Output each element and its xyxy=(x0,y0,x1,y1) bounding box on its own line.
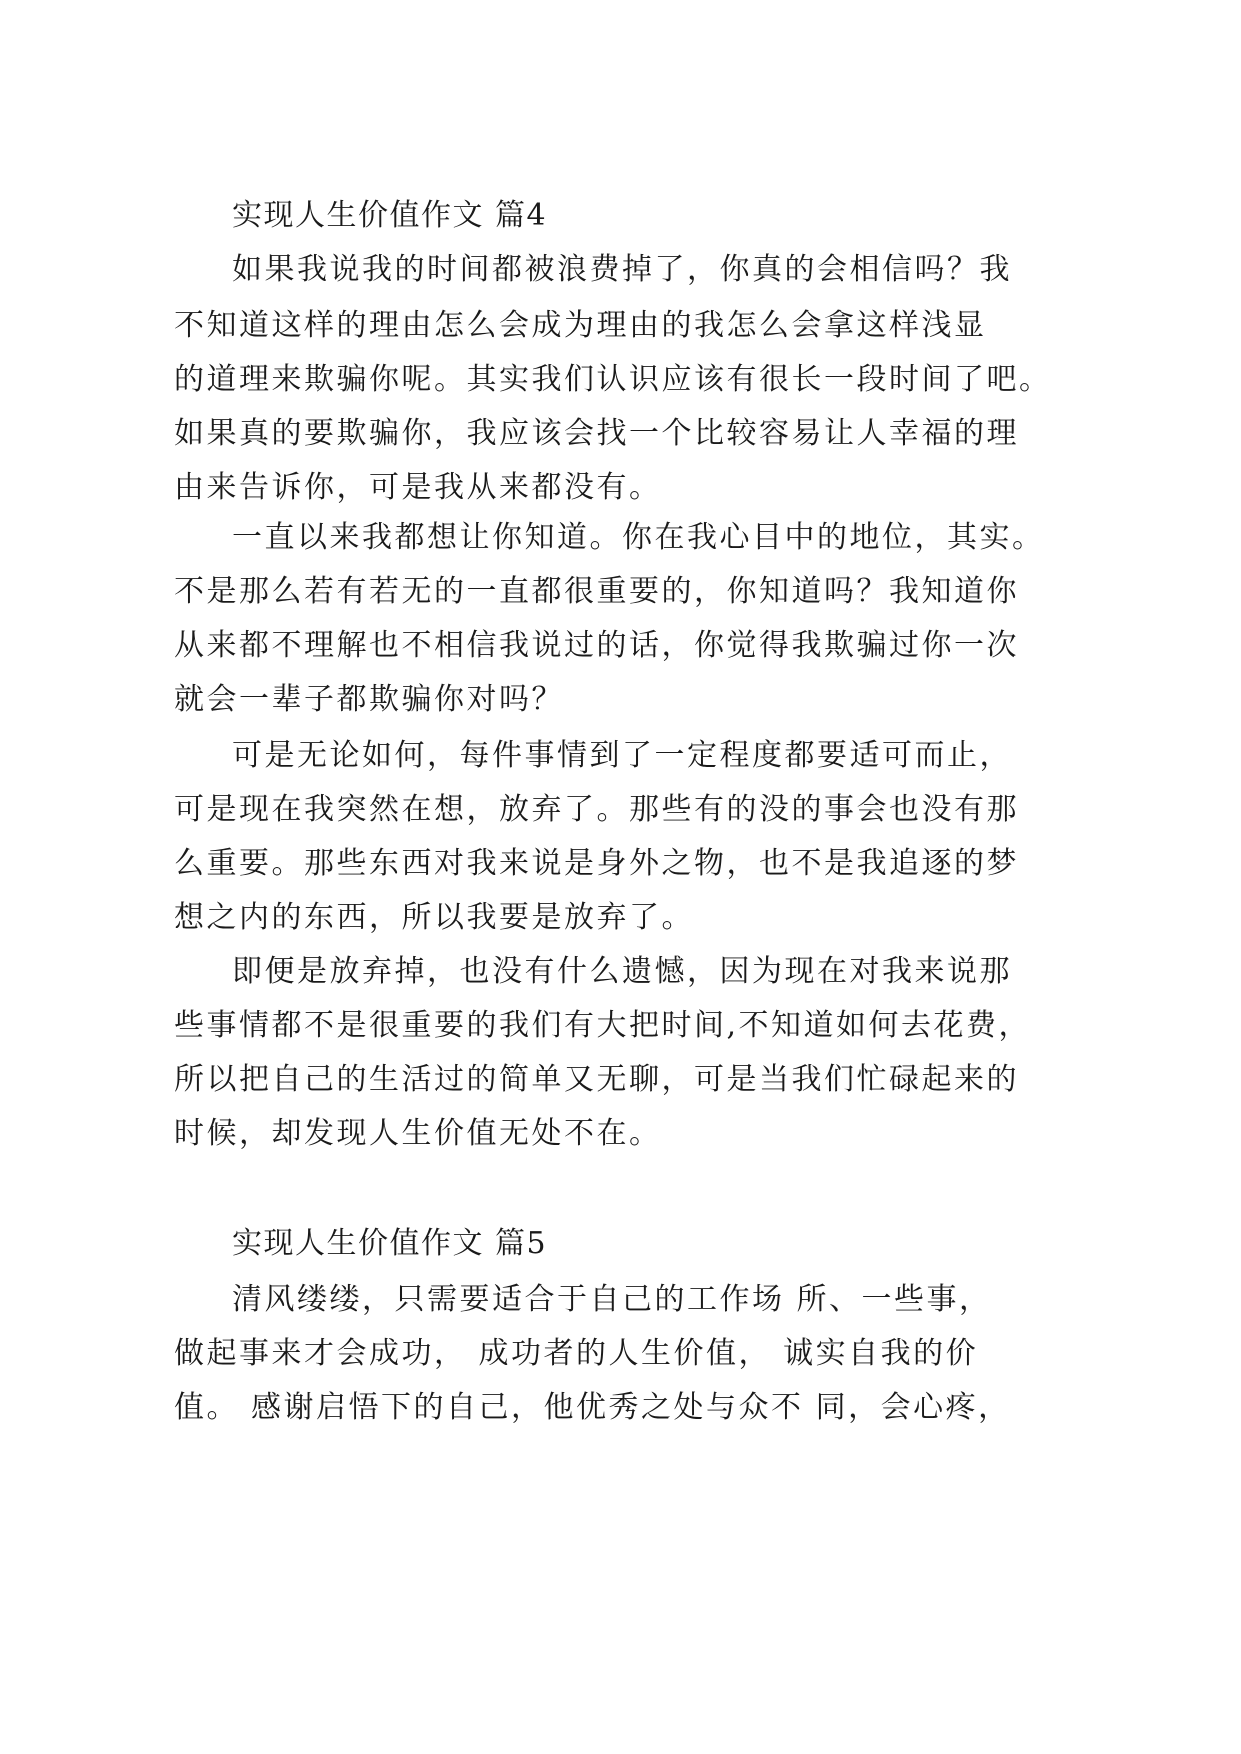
section-heading: 实现人生价值作文 篇4 xyxy=(232,198,548,233)
text-line: 做起事来才会成功， 成功者的人生价值， 诚实自我的价 xyxy=(174,1336,979,1371)
text-line: 从来都不理解也不相信我说过的话，你觉得我欺骗过你一次 xyxy=(174,628,1019,663)
text-line: 想之内的东西，所以我要是放弃了。 xyxy=(174,900,694,935)
text-line: 如果真的要欺骗你，我应该会找一个比较容易让人幸福的理 xyxy=(174,416,1019,451)
text-line: 由来告诉你，可是我从来都没有。 xyxy=(174,470,662,505)
text-line: 就会一辈子都欺骗你对吗？ xyxy=(174,682,564,717)
text-line: 所以把自己的生活过的简单又无聊，可是当我们忙碌起来的 xyxy=(174,1062,1019,1097)
text-line: 时候，却发现人生价值无处不在。 xyxy=(174,1116,662,1151)
text-line: 可是现在我突然在想，放弃了。那些有的没的事会也没有那 xyxy=(174,792,1019,827)
text-line: 些事情都不是很重要的我们有大把时间,不知道如何去花费， xyxy=(174,1008,1032,1043)
text-line: 么重要。那些东西对我来说是身外之物，也不是我追逐的梦 xyxy=(174,846,1019,881)
text-line: 不知道这样的理由怎么会成为理由的我怎么会拿这样浅显 xyxy=(174,308,987,343)
text-line: 一直以来我都想让你知道。你在我心目中的地位，其实。 xyxy=(232,520,1045,555)
section-heading: 实现人生价值作文 篇5 xyxy=(232,1226,548,1261)
text-line: 值。 感谢启悟下的自己，他优秀之处与众不 同，会心疼， xyxy=(174,1390,1011,1425)
text-line: 可是无论如何，每件事情到了一定程度都要适可而止， xyxy=(232,738,1012,773)
text-line: 如果我说我的时间都被浪费掉了，你真的会相信吗？我 xyxy=(232,252,1012,287)
text-line: 即便是放弃掉，也没有什么遗憾，因为现在对我来说那 xyxy=(232,954,1012,989)
text-line: 清风缕缕，只需要适合于自己的工作场 所、一些事， xyxy=(232,1282,992,1317)
text-line: 不是那么若有若无的一直都很重要的，你知道吗？我知道你 xyxy=(174,574,1019,609)
text-line: 的道理来欺骗你呢。其实我们认识应该有很长一段时间了吧。 xyxy=(174,362,1052,397)
